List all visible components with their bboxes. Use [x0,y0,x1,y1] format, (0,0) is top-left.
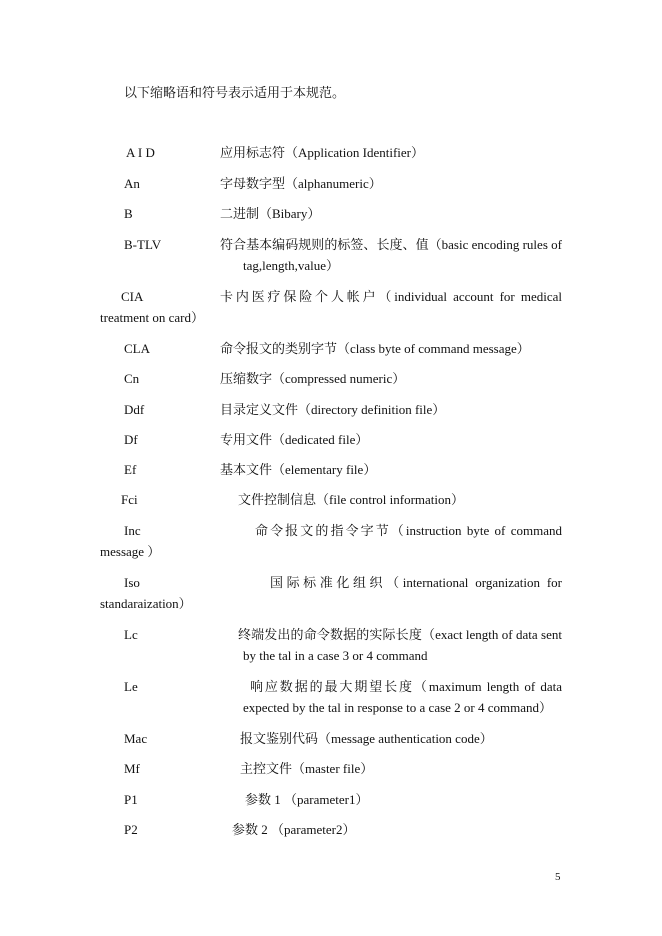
abbr-df: Df [124,432,138,447]
abbr-btlv: B-TLV [124,237,162,252]
abbr-b: B [124,206,133,221]
def-btlv: 符合基本编码规则的标签、长度、值（basic encoding rules of [220,237,562,252]
abbr-cn: Cn [124,371,140,386]
abbr-ef: Ef [124,462,137,477]
def-fci: 文件控制信息（file control information） [238,492,465,507]
abbr-le: Le [124,679,138,694]
def-inc: 命令报文的指令字节（instruction byte of command [255,523,562,538]
abbr-p2: P2 [124,822,138,837]
def-df: 专用文件（dedicated file） [220,432,369,447]
abbr-an: An [124,176,140,191]
def-cia-cont: treatment on card） [100,310,204,325]
def-iso-cont: standaraization） [100,596,192,611]
def-le-cont: expected by the tal in response to a case 2 or 4 command） [243,700,553,715]
def-ddf: 目录定义文件（directory definition file） [220,402,446,417]
page-number: 5 [555,871,561,883]
def-ef: 基本文件（elementary file） [220,462,377,477]
def-btlv-cont: tag,length,value） [243,258,340,273]
def-p1: 参数 1 （parameter1） [245,792,369,807]
def-lc: 终端发出的命令数据的实际长度（exact length of data sent [238,627,562,642]
abbr-cla: CLA [124,341,150,356]
def-p2: 参数 2 （parameter2） [232,822,356,837]
def-cn: 压缩数字（compressed numeric） [220,371,406,386]
intro-text: 以下缩略语和符号表示适用于本规范。 [124,85,346,100]
abbr-p1: P1 [124,792,138,807]
def-mac: 报文鉴别代码（message authentication code） [240,731,493,746]
abbr-fci: Fci [121,492,138,507]
def-aid: 应用标志符（Application Identifier） [220,145,424,160]
def-le: 响应数据的最大期望长度（maximum length of data [250,679,562,694]
abbr-ddf: Ddf [124,402,145,417]
def-an: 字母数字型（alphanumeric） [220,176,382,191]
abbr-iso: Iso [124,575,140,590]
def-cia: 卡内医疗保险个人帐户（individual account for medical [220,289,562,304]
def-lc-cont: by the tal in a case 3 or 4 command [243,648,428,663]
abbr-inc: Inc [124,523,141,538]
abbr-lc: Lc [124,627,138,642]
def-cla: 命令报文的类别字节（class byte of command message） [220,341,530,356]
abbr-aid: A I D [126,145,155,160]
def-b: 二进制（Bibary） [220,206,321,221]
def-mf: 主控文件（master file） [240,761,374,776]
abbr-mf: Mf [124,761,140,776]
def-inc-cont: message ） [100,544,161,559]
abbr-mac: Mac [124,731,148,746]
def-iso: 国际标准化组织（international organization for [270,575,562,590]
abbr-cia: CIA [121,289,144,304]
